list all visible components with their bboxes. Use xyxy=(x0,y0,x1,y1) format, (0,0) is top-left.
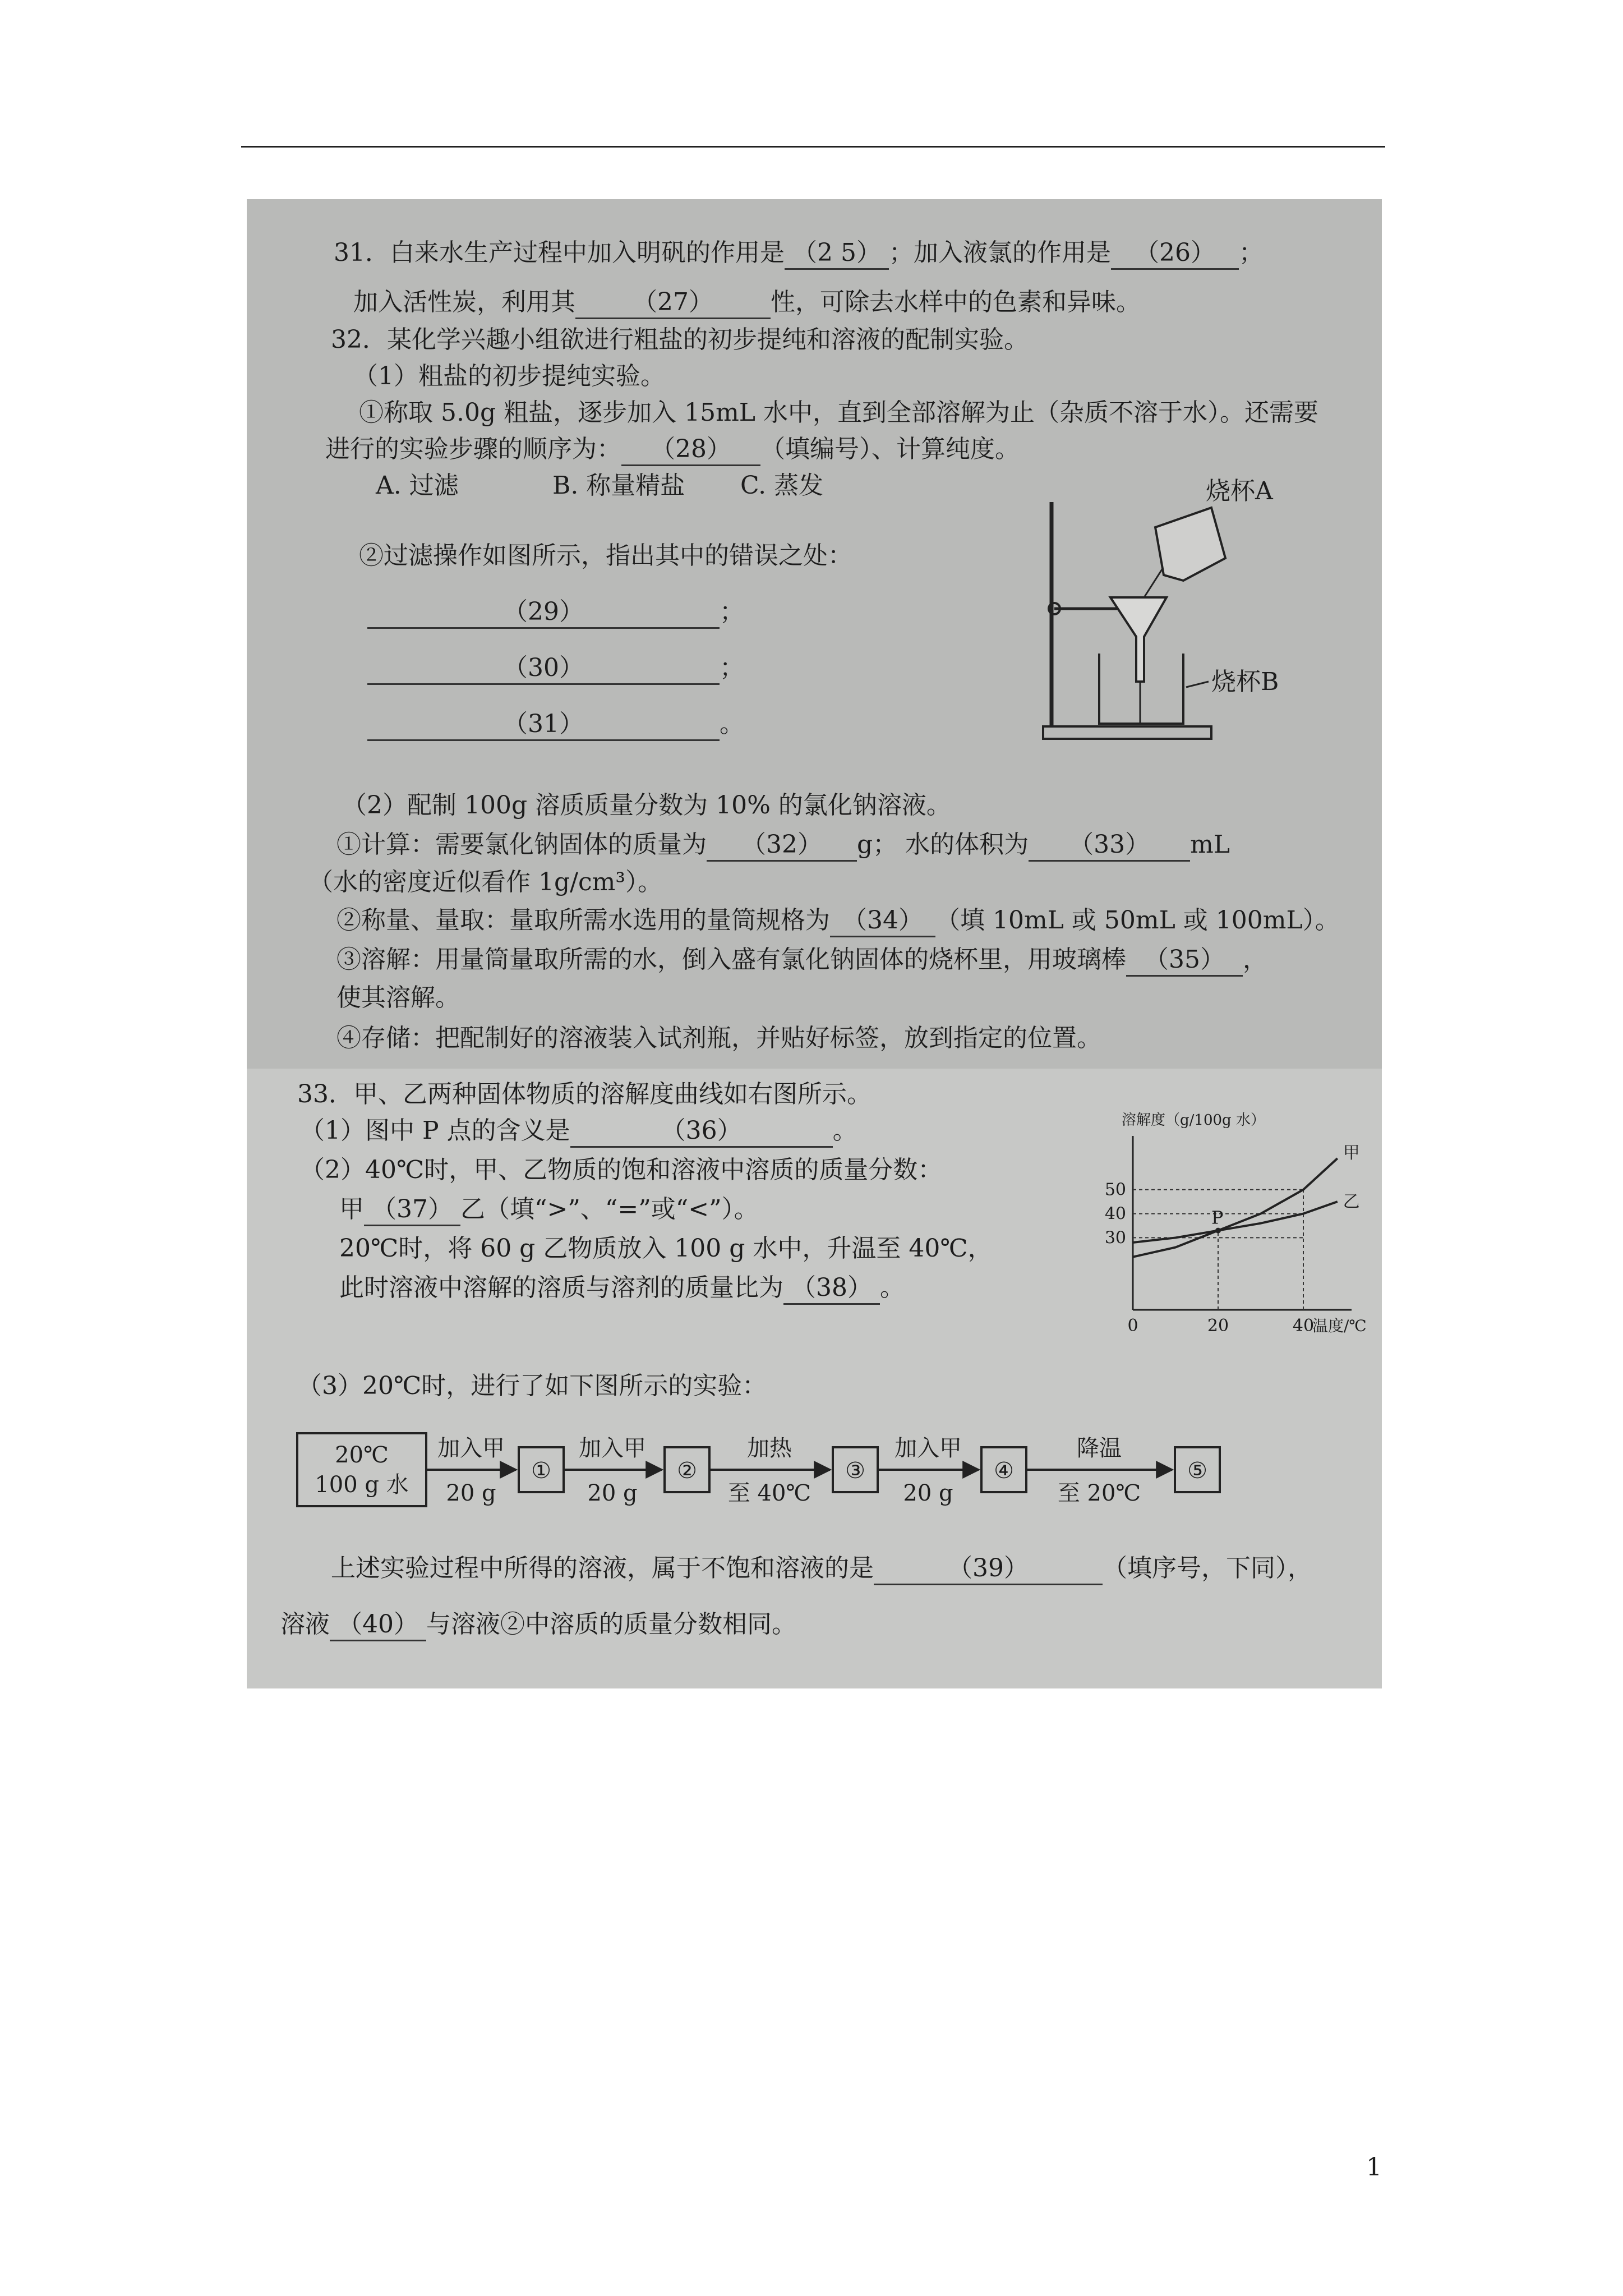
blank-28[interactable]: （28） xyxy=(621,435,760,466)
q31-line2: 加入活性炭，利用其 （27） 性，可除去水样中的色素和异味。 xyxy=(353,288,1141,319)
beaker-b-label: 烧杯B xyxy=(1211,668,1279,696)
flow-arrow-1-bottom: 20 g xyxy=(446,1480,496,1506)
blank-39[interactable]: （39） xyxy=(874,1554,1103,1585)
flow-box-4-label: ④ xyxy=(994,1458,1014,1484)
y-axis-label: 溶解度（g/100g 水） xyxy=(1122,1112,1265,1129)
q33-part2: （2）40℃时，甲、乙物质的饱和溶液中溶质的质量分数： xyxy=(300,1156,943,1184)
q33-part2-compare: 甲 （37） 乙（填“>”、“=”或“<”）。 xyxy=(339,1195,759,1226)
q32-step1b: 进行的实验步骤的顺序为： （28） （填编号）、计算纯度。 xyxy=(325,435,1020,466)
flow-box-5-label: ⑤ xyxy=(1187,1458,1207,1484)
series-line-2 xyxy=(1133,1202,1338,1243)
blank-27[interactable]: （27） xyxy=(575,288,771,319)
q33-part2-heat: 20℃时，将 60 g 乙物质放入 100 g 水中，升温至 40℃， xyxy=(339,1234,993,1263)
flow-arrow-3-top: 加热 xyxy=(747,1435,792,1461)
q31-line1: 31．白来水生产过程中加入明矾的作用是 （2 5） ；加入液氯的作用是 （26） ； xyxy=(334,238,1264,270)
series-line-1 xyxy=(1133,1158,1338,1257)
blank-32[interactable]: （32） xyxy=(707,830,857,862)
q32-measure: ②称量、量取：量取所需水选用的量筒规格为 （34） （填 10mL 或 50mL 或 100mL）。 xyxy=(336,906,1340,937)
flow-arrow-3-bottom: 至 40℃ xyxy=(727,1480,811,1506)
flow-start-water: 100 g 水 xyxy=(315,1472,409,1498)
page-number: 1 xyxy=(1366,2153,1382,2182)
x-tick-label: 40 xyxy=(1292,1316,1315,1336)
blank-35[interactable]: （35） xyxy=(1126,945,1243,977)
blank-25[interactable]: （2 5） xyxy=(785,238,889,270)
q33-intro: 33．甲、乙两种固体物质的溶解度曲线如右图所示。 xyxy=(297,1080,872,1108)
q33-conclusion: 上述实验过程中所得的溶液，属于不饱和溶液的是 （39） （填序号，下同）， xyxy=(331,1554,1312,1585)
q32-filter-prompt: ②过滤操作如图所示，指出其中的错误之处： xyxy=(359,541,852,570)
y-tick-label: 30 xyxy=(1104,1228,1126,1248)
blank-40[interactable]: （40） xyxy=(330,1610,426,1641)
flow-arrow-2-top: 加入甲 xyxy=(579,1435,646,1461)
flow-arrow-2-bottom: 20 g xyxy=(587,1480,638,1506)
q32-density-note: （水的密度近似看作 1g/cm³）。 xyxy=(308,868,662,896)
q32-option-a: A. 过滤 xyxy=(376,471,459,500)
x-tick-label: 20 xyxy=(1207,1316,1229,1336)
flow-box-2-label: ② xyxy=(677,1458,697,1484)
flow-arrow-5-top: 降温 xyxy=(1077,1435,1122,1461)
point-p-label: P xyxy=(1211,1207,1224,1228)
q33-part3: （3）20℃时，进行了如下图所示的实验： xyxy=(297,1372,767,1400)
blank-37[interactable]: （37） xyxy=(364,1195,460,1226)
x-tick-label: 0 xyxy=(1127,1316,1138,1336)
q32-error-31: （31） 。 xyxy=(367,710,744,741)
blank-36[interactable]: （36） xyxy=(570,1116,833,1148)
funnel xyxy=(1110,597,1166,682)
blank-38[interactable]: （38） xyxy=(783,1273,880,1305)
blank-31[interactable]: （31） xyxy=(367,710,720,741)
q32-part1: （1）粗盐的初步提纯实验。 xyxy=(353,362,665,390)
y-tick-label: 40 xyxy=(1104,1204,1126,1224)
blank-26[interactable]: （26） xyxy=(1111,238,1239,270)
x-axis-label: 温度/℃ xyxy=(1312,1317,1367,1335)
q32-dissolve-end: 使其溶解。 xyxy=(336,983,460,1012)
q32-error-29: （29） ； xyxy=(367,597,744,629)
pour-stream xyxy=(1144,569,1162,597)
header-rule xyxy=(241,146,1385,148)
series-label: 乙 xyxy=(1343,1192,1360,1212)
blank-30[interactable]: （30） xyxy=(367,654,720,685)
filtration-apparatus xyxy=(1032,468,1368,777)
q33-part2-ratio: 此时溶液中溶解的溶质与溶剂的质量比为 （38） 。 xyxy=(339,1273,905,1305)
q33-conclusion-2: 溶液 （40） 与溶液②中溶质的质量分数相同。 xyxy=(280,1610,796,1641)
blank-33[interactable]: （33） xyxy=(1029,830,1190,862)
stand-base xyxy=(1043,726,1211,739)
q32-error-30: （30） ； xyxy=(367,654,744,685)
blank-34[interactable]: （34） xyxy=(830,906,935,937)
beaker-a-shape xyxy=(1155,508,1225,581)
q32-option-b: B. 称量精盐 xyxy=(552,471,685,500)
q32-store: ④存储：把配制好的溶液装入试剂瓶，并贴好标签，放到指定的位置。 xyxy=(336,1024,1101,1052)
flow-box-1-label: ① xyxy=(531,1458,551,1484)
q32-intro: 32．某化学兴趣小组欲进行粗盐的初步提纯和溶液的配制实验。 xyxy=(331,325,1029,354)
solubility-chart xyxy=(1088,1108,1368,1343)
q32-calc: ①计算：需要氯化钠固体的质量为 （32） g； 水的体积为 （33） mL xyxy=(336,830,1230,862)
beaker-b-pointer xyxy=(1186,682,1209,687)
solubility-chart-layer xyxy=(1105,1112,1367,1336)
blank-29[interactable]: （29） xyxy=(367,597,720,629)
flow-start-temp: 20℃ xyxy=(335,1442,389,1468)
flow-box-3-label: ③ xyxy=(845,1458,865,1484)
q32-option-c: C. 蒸发 xyxy=(740,471,824,500)
beaker-a-label: 烧杯A xyxy=(1206,477,1273,505)
q33-part1: （1）图中 P 点的含义是 （36） 。 xyxy=(300,1116,857,1148)
q32-part2: （2）配制 100g 溶质质量分数为 10% 的氯化钠溶液。 xyxy=(342,791,951,820)
experiment-flow-diagram xyxy=(292,1422,1352,1523)
y-tick-label: 50 xyxy=(1104,1180,1126,1200)
flow-arrow-5-bottom: 至 20℃ xyxy=(1057,1480,1141,1506)
q32-dissolve: ③溶解：用量筒量取所需的水，倒入盛有氯化钠固体的烧杯里，用玻璃棒 （35） ， xyxy=(336,945,1267,977)
flow-arrow-4-bottom: 20 g xyxy=(903,1480,953,1506)
flow-arrow-1-top: 加入甲 xyxy=(437,1435,505,1461)
q32-step1: ①称取 5.0g 粗盐，逐步加入 15mL 水中，直到全部溶解为止（杂质不溶于水）。还需要 xyxy=(359,398,1319,427)
flow-arrow-4-top: 加入甲 xyxy=(895,1435,962,1461)
point-p-marker xyxy=(1215,1228,1221,1234)
series-label: 甲 xyxy=(1343,1143,1360,1163)
scanned-photo xyxy=(247,199,1382,1688)
